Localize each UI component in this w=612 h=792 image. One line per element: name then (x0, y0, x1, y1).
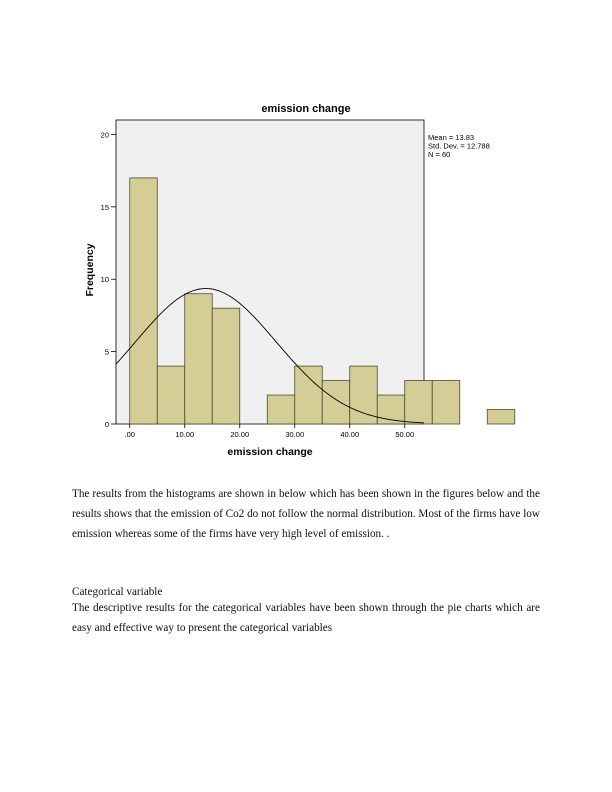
x-tick-label: 20.00 (230, 430, 250, 439)
paragraph-categorical: The descriptive results for the categorical variables have been shown through the pie charts which are easy and effective way to present the categorical variables (72, 602, 540, 634)
section-heading: Categorical variable (72, 586, 163, 598)
x-axis-label: emission change (227, 446, 313, 458)
x-tick-label: 30.00 (285, 430, 305, 439)
paragraph-results: The results from the histograms are shown in below which has been shown in the figures below and the results shows that the emission of Co2 do not follow the normal distribution. Most of the firms have low emission whereas some of the firms have very high level of emission. . (72, 488, 540, 540)
legend-entry: Mean = 13.83 (428, 133, 475, 142)
histogram-bar-13 (487, 410, 515, 424)
x-tick-label: 10.00 (175, 430, 195, 439)
histogram-bar-3 (212, 308, 240, 424)
histogram-bar-0 (130, 178, 158, 424)
y-tick-label: 20 (100, 130, 109, 140)
histogram-bar-2 (185, 294, 213, 424)
y-tick-label: 15 (100, 202, 109, 212)
histogram-bar-10 (405, 381, 433, 424)
x-tick-label: 50.00 (395, 430, 415, 439)
chart-title: emission change (261, 103, 351, 115)
y-tick-label: 10 (100, 275, 109, 285)
legend-entry: Std. Dev. = 12.788 (428, 141, 490, 151)
histogram-bar-8 (350, 366, 378, 424)
histogram-bar-11 (432, 381, 460, 424)
histogram-bar-1 (157, 366, 185, 424)
y-tick-label: 0 (104, 420, 109, 429)
x-tick-label: 40.00 (340, 430, 360, 439)
histogram-bar-5 (267, 395, 295, 424)
x-tick-label: .00 (124, 430, 135, 439)
legend-entry: N = 60 (428, 150, 451, 159)
histogram-bar-7 (322, 381, 350, 424)
histogram-bar-6 (295, 366, 323, 424)
y-tick-label: 5 (104, 347, 109, 357)
y-axis-label: Frequency (84, 243, 96, 297)
chart-legend (428, 133, 490, 159)
